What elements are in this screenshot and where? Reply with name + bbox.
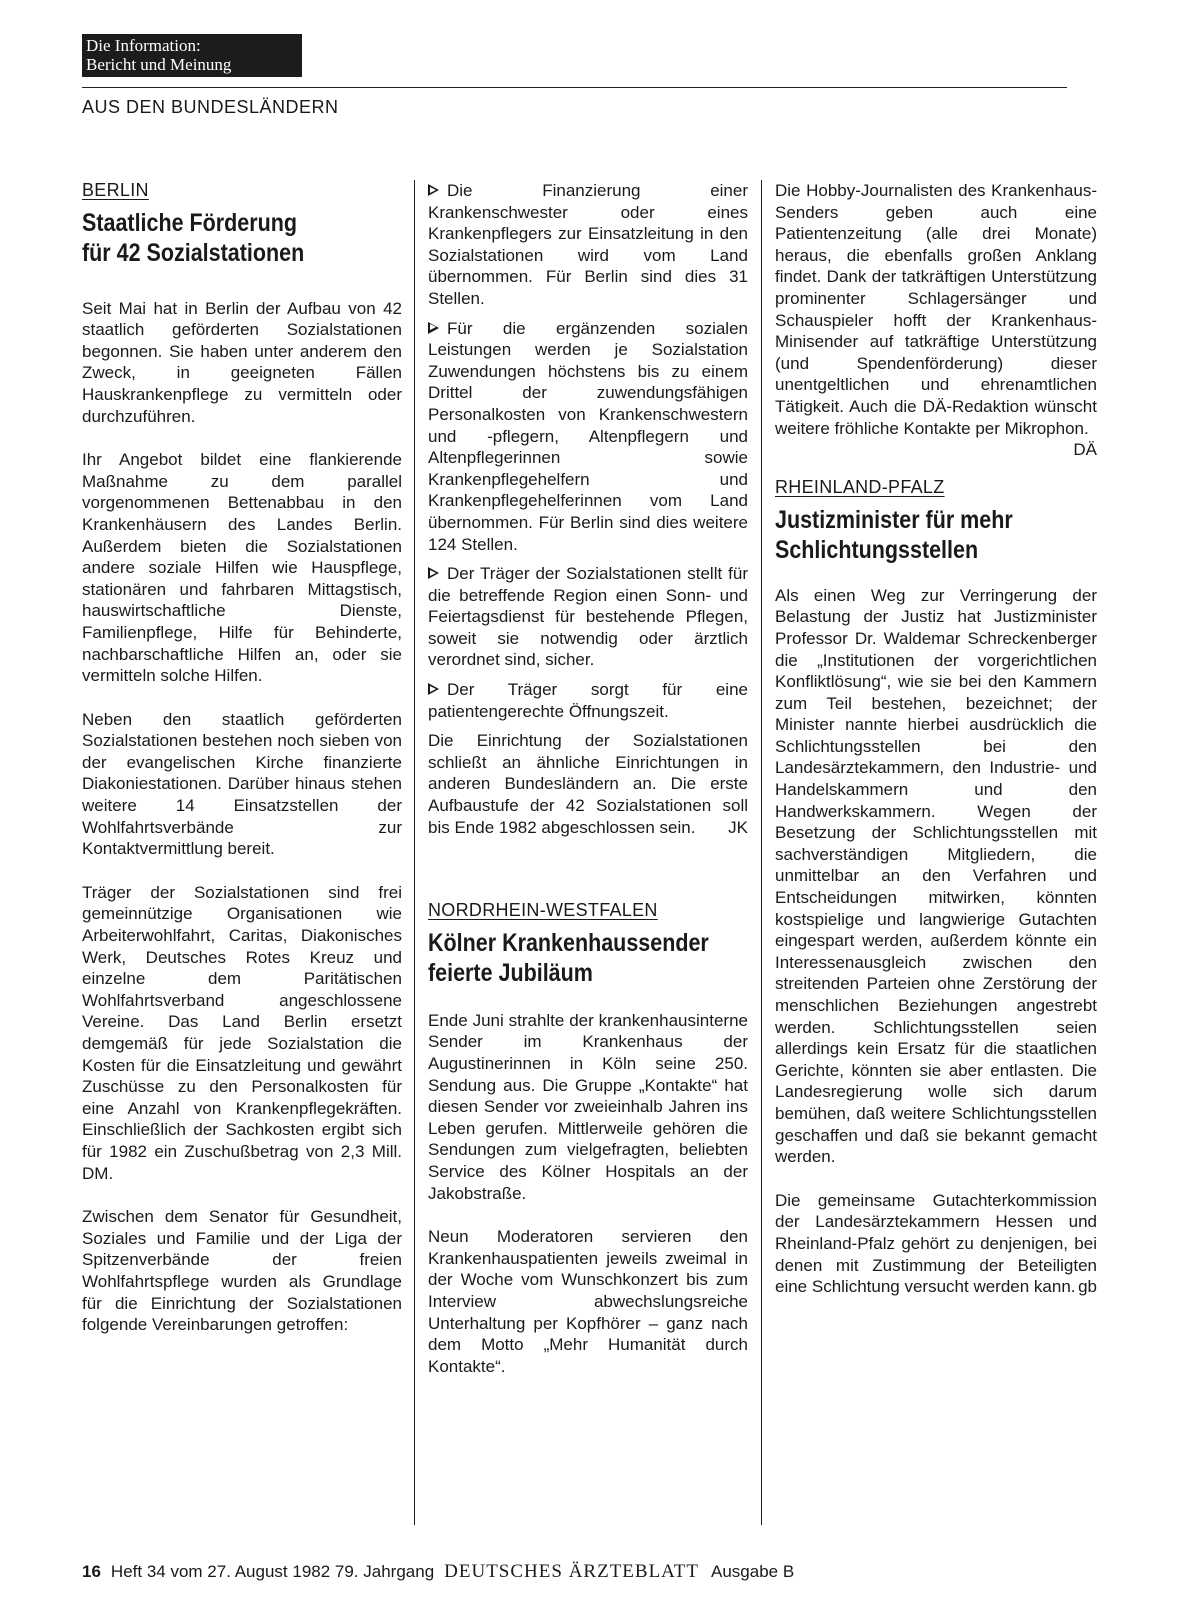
bullet-item <box>428 180 748 310</box>
journal-name: DEUTSCHES ÄRZTEBLATT <box>444 1561 700 1582</box>
paragraph: Neun Moderatoren servieren den Krankenhauspatienten jeweils zweimal in der Woche vom Wunschkonzert bis zum Interview abwechslungsreiche Unterhaltung per Kopfhörer – ganz nach dem Motto „Mehr Humanität durch Kontakte“. <box>428 1227 748 1376</box>
article-headline-rlp <box>775 505 1096 565</box>
author-signature: DÄ <box>1073 440 1097 460</box>
headline-line: Kölner Krankenhaussender <box>428 928 709 957</box>
author-signature: gb <box>1078 1277 1097 1297</box>
column-divider <box>761 180 762 1525</box>
triangle-bullet-icon <box>428 567 439 579</box>
paragraph <box>775 1190 1097 1298</box>
badge-line-1: Die Information: <box>86 36 201 55</box>
header-rule <box>82 87 1067 88</box>
article-headline-nrw <box>428 928 747 988</box>
triangle-bullet-icon <box>428 322 439 334</box>
headline-line: für 42 Sozialstationen <box>82 238 305 267</box>
author-signature: JK <box>728 817 748 837</box>
bullet-text: Der Träger sorgt für eine patientengerechte Öffnungszeit. <box>428 680 748 721</box>
headline-line: Justizminister für mehr <box>775 505 1013 534</box>
column-divider <box>414 180 415 1525</box>
bullet-item <box>428 318 748 556</box>
bullet-text: Für die ergänzenden sozialen Leistungen werden je Sozialstation Zuwendungen höchstens bis zu einem Drittel der zuwendungsfähigen Personalkosten von Krankenschwestern und -pflegern, Altenpflegern und Altenpflegerinnen sowie Krankenpflegehelfern und Krankenpflegehelferinnen vom Land übernommen. Für Berlin sind dies weitere 124 Stellen. <box>428 318 748 554</box>
paragraph-text: Die Hobby-Journalisten des Krankenhaus-Senders geben auch eine Patientenzeitung (alle drei Monate) heraus, die ebenfalls großen Anklang findet. Dank der tatkräftigen Unterstützung prominenter Schlagersänger und Schauspieler hofft der Krankenhaus-Minisender auf tatkräftige Unterstützung (und Spendenförderung) dieser unentgeltlichen und ehrenamtlichen Tätigkeit. Auch die DÄ-Redaktion wünscht weitere fröhliche Kontakte per Mikrophon. <box>775 181 1097 438</box>
section-badge <box>82 34 302 77</box>
paragraph: Seit Mai hat in Berlin der Aufbau von 42 staatlich geförderten Sozialstationen begonnen. Sie haben unter anderem den Zweck, in geeigneten Fällen Hauskrankenpflege zu vermitteln oder durchzuführen. <box>82 298 402 426</box>
paragraph: Zwischen dem Senator für Gesundheit, Soziales und Familie und der Liga der Spitzenverbände der freien Wohlfahrtspflege wurden als Grundlage für die Einrichtung der Sozialstationen folgende Vereinbarungen getroffen: <box>82 1207 402 1335</box>
paragraph: Ende Juni strahlte der krankenhausinterne Sender im Krankenhaus der Augustinerinnen in Köln seine 250. Sendung aus. Die Gruppe „Kontakte“ hat diesen Sender vor zweieinhalb Jahren ins Leben gerufen. Mittlerweile gehören die Sendungen zum vielgefragten, beliebten Service des Kölner Hospitals an der Jakobstraße. <box>428 1010 748 1203</box>
badge-line-2: Bericht und Meinung <box>86 55 232 74</box>
page-footer <box>82 1561 794 1583</box>
issue-info: Heft 34 vom 27. August 1982 79. Jahrgang <box>110 1562 435 1581</box>
column-2 <box>428 180 748 1399</box>
column-1 <box>82 180 402 1358</box>
article-headline-berlin <box>82 208 401 268</box>
bullet-text: Der Träger der Sozialstationen stellt für die betreffende Region einen Sonn- und Feiertagsdienst für bestehende Pflegen, soweit sie notwendig oder ärztlich verordnet sind, sicher. <box>428 564 748 670</box>
paragraph: Träger der Sozialstationen sind frei gemeinnützige Organisationen wie Arbeiterwohlfahrt, Caritas, Diakonisches Werk, Deutsches Rotes Kreuz und einzelne dem Paritätischen Wohlfahrtsverband angeschlossene Vereine. Das Land Berlin ersetzt demgemäß für jede Sozialstation die Kosten für die Einsatzleitung und gewährt Zuschüsse zu den Personalkosten für eine Anzahl von Krankenpflegekräften. Einschließlich der Sachkosten ergibt sich für 1982 ein Zuschußbetrag von 2,3 Mill. DM. <box>82 882 402 1183</box>
section-heading: AUS DEN BUNDESLÄNDERN <box>82 97 339 117</box>
headline-line: Schlichtungsstellen <box>775 535 979 564</box>
bullet-item <box>428 563 748 671</box>
article-kicker-nrw: NORDRHEIN-WESTFALEN <box>428 900 658 921</box>
edition-label: Ausgabe B <box>711 1562 795 1581</box>
bullet-text: Die Finanzierung einer Krankenschwester oder eines Krankenpflegers zur Einsatzleitung in den Sozialstationen wird vom Land übernommen. Für Berlin sind dies 31 Stellen. <box>428 181 748 308</box>
headline-line: Staatliche Förderung <box>82 208 298 237</box>
headline-line: feierte Jubiläum <box>428 958 593 987</box>
article-kicker-berlin: BERLIN <box>82 180 149 200</box>
paragraph-text: Die Einrichtung der Sozialstationen schließt an ähnliche Einrichtungen in anderen Bundesländern an. Die erste Aufbaustufe der 42 Sozialstationen soll bis Ende 1982 abgeschlossen sein. <box>428 731 748 837</box>
triangle-bullet-icon <box>428 184 439 196</box>
article-kicker-rlp: RHEINLAND-PFALZ <box>775 477 945 498</box>
paragraph: Als einen Weg zur Verringerung der Belastung der Justiz hat Justizminister Professor Dr. Waldemar Schreckenberger die „Institutionen der vorgerichtlichen Konfliktlösung“, wie sie bei den Kammern zum Teil bestehen, bezeichnet; der Minister nannte hierbei ausdrücklich die Schlichtungsstellen bei den Landesärztekammern, den Industrie- und Handelskammern und den Handwerkskammern. Wegen der Besetzung der Schlichtungsstellen mit sachverständigen Mitgliedern, die unmittelbar an den Verfahren und Entscheidungen mitwirken, könnten kostspielige und langwierige Gutachten eingespart werden, außerdem könnte ein Interessenausgleich zwischen den streitenden Parteien ohne Zerstörung der menschlichen Beziehungen angestrebt werden. Schlichtungsstellen seien allerdings kein Ersatz für die staatlichen Gerichte, könnten sie aber entlasten. Die Landesregierung wolle sich darum bemühen, daß weitere Schlichtungsstellen geschaffen und daß sie bekannt gemacht werden. <box>775 585 1097 1167</box>
paragraph: Neben den staatlich geförderten Sozialstationen bestehen noch sieben von der evangelischen Kirche finanzierte Diakoniestationen. Darüber hinaus stehen weitere 14 Einsatzstellen der Wohlfahrtsverbände zur Kontaktvermittlung bereit. <box>82 709 402 859</box>
triangle-bullet-icon <box>428 683 439 695</box>
paragraph-text: Die gemeinsame Gutachterkommission der Landesärztekammern Hessen und Rheinland-Pfalz gehört zu denjenigen, bei denen mit Zustimmung der Beteiligten eine Schlichtung versucht werden kann. <box>775 1190 1097 1297</box>
page-number: 16 <box>82 1562 101 1581</box>
bullet-item <box>428 679 748 722</box>
paragraph <box>775 180 1097 460</box>
column-3 <box>775 180 1097 1320</box>
paragraph: Ihr Angebot bildet eine flankierende Maßnahme zu dem parallel vorgenommenen Bettenabbau in den Krankenhäusern des Landes Berlin. Außerdem bieten die Sozialstationen andere soziale Hilfen wie Hauspflege, stationären und fahrbaren Mittagstisch, hauswirtschaftliche Dienste, Familienpflege, Hilfe für Behinderte, nachbarschaftliche Hilfen an, oder sie vermitteln solche Hilfen. <box>82 450 402 686</box>
paragraph <box>428 730 748 838</box>
